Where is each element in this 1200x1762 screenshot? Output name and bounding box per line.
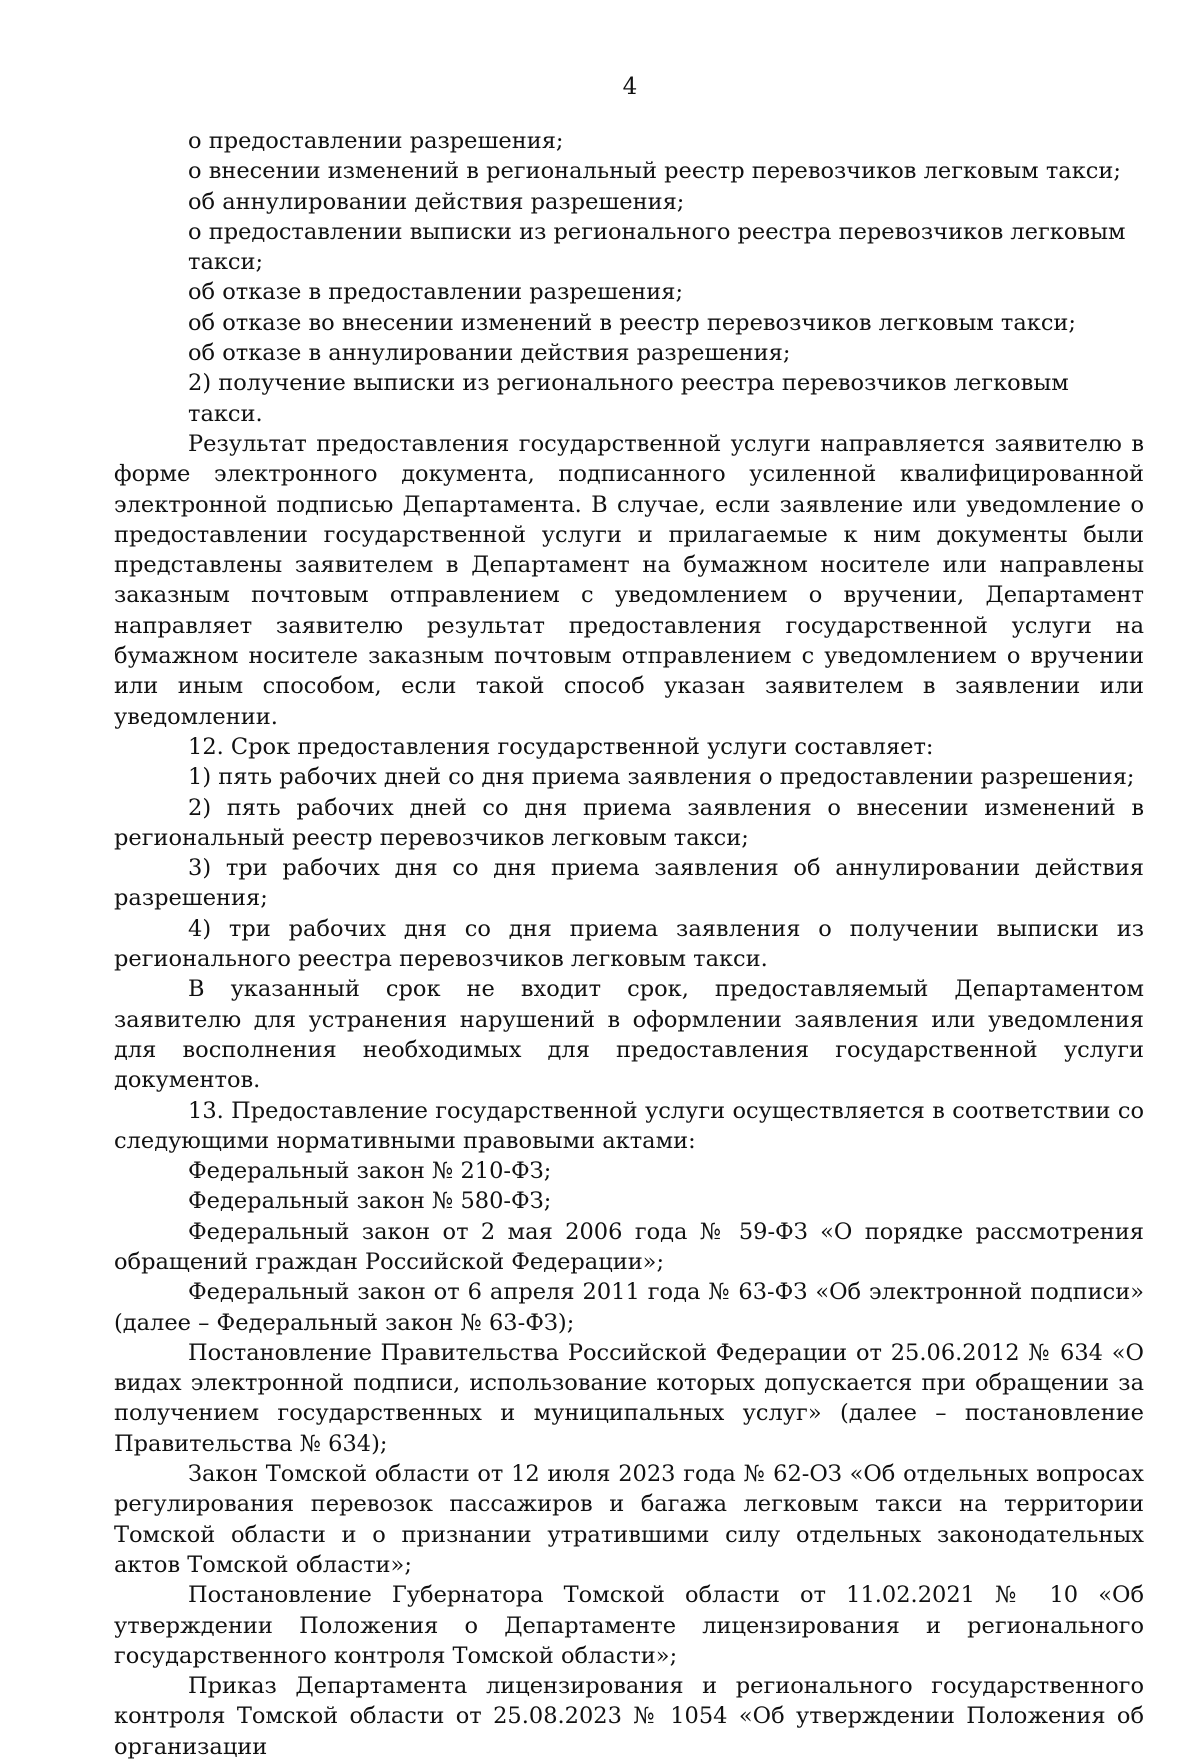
list-item: о внесении изменений в региональный реестр перевозчиков легковым такси; (188, 158, 1121, 185)
paragraph-term-4: 4) три рабочих дня со дня приема заявления о получении выписки из регионального реестра перевозчиков легковым такси. (114, 915, 1144, 973)
list-item: 2) получение выписки из регионального реестра перевозчиков легковым такси. (188, 370, 1069, 427)
paragraph-term-2: 2) пять рабочих дней со дня приема заявления о внесении изменений в региональный реестр перевозчиков легковым такси; (114, 794, 1144, 851)
paragraph-law-63: Федеральный закон от 6 апреля 2011 года № 63-ФЗ «Об электронной подписи» (далее – Федеральный закон № 63-ФЗ); (114, 1279, 1144, 1336)
list-item: об отказе в аннулировании действия разрешения; (188, 340, 791, 367)
list-item: о предоставлении разрешения; (188, 128, 564, 154)
list-item: об отказе в предоставлении разрешения; (188, 279, 684, 306)
paragraph-order-1054: Приказ Департамента лицензирования и регионального государственного контроля Томской области от 25.08.2023 № 1054 «Об утверждении Положения об организации (114, 1673, 1144, 1760)
paragraph-section-12: 12. Срок предоставления государственной услуги составляет: (188, 733, 934, 760)
paragraph-term-exclusion: В указанный срок не входит срок, предоставляемый Департаментом заявителю для устранения нарушений в оформлении заявления или уведомления для восполнения необходимых для предоставления государственной услуги документов. (114, 976, 1144, 1094)
paragraph-result-delivery: Результат предоставления государственной услуги направляется заявителю в форме электронного документа, подписанного усиленной квалифицированной электронной подписью Департамента. В случае, если заявление или уведомление о предоставлении государственной услуги и прилагаемые к ним документы были представлены заявителем в Департамент на бумажном носителе или направлены заказным почтовым отправлением с уведомлением о вручении, Департамент направляет заявителю результат предоставления государственной услуги на бумажном носителе заказным почтовым отправлением с уведомлением о вручении или иным способом, если такой способ указан заявителем в заявлении или уведомлении. (114, 430, 1144, 730)
document-body (114, 126, 1144, 1762)
list-item: о предоставлении выписки из регионального реестра перевозчиков легковым такси; (188, 218, 1126, 276)
paragraph-tomsk-law-62: Закон Томской области от 12 июля 2023 года № 62-ОЗ «Об отдельных вопросах регулирования перевозок пассажиров и багажа легковым такси на территории Томской области и о признании утратившими силу отдельных законодательных актов Томской области»; (114, 1461, 1144, 1578)
paragraph-resolution-634: Постановление Правительства Российской Федерации от 25.06.2012 № 634 «О видах электронной подписи, использование которых допускается при обращении за получением государственных и муниципальных услуг» (далее – постановление Правительства № 634); (114, 1339, 1144, 1457)
paragraph-governor-resolution-10: Постановление Губернатора Томской области от 11.02.2021 № 10 «Об утверждении Положения о Департаменте лицензирования и регионального государственного контроля Томской области»; (114, 1582, 1144, 1669)
paragraph-term-1: 1) пять рабочих дней со дня приема заявления о предоставлении разрешения; (188, 764, 1135, 791)
paragraph-law-210: Федеральный закон № 210-ФЗ; (188, 1158, 552, 1185)
paragraph-law-580: Федеральный закон № 580-ФЗ; (188, 1188, 552, 1215)
page-number: 4 (622, 74, 638, 100)
paragraph-term-3: 3) три рабочих дня со дня приема заявления об аннулировании действия разрешения; (114, 855, 1144, 912)
paragraph-law-59: Федеральный закон от 2 мая 2006 года № 59-ФЗ «О порядке рассмотрения обращений граждан Российской Федерации»; (114, 1218, 1144, 1275)
list-item: об аннулировании действия разрешения; (188, 188, 685, 215)
paragraph-section-13: 13. Предоставление государственной услуги осуществляется в соответствии со следующими нормативными правовыми актами: (114, 1097, 1144, 1154)
list-item: об отказе во внесении изменений в реестр перевозчиков легковым такси; (188, 309, 1077, 336)
